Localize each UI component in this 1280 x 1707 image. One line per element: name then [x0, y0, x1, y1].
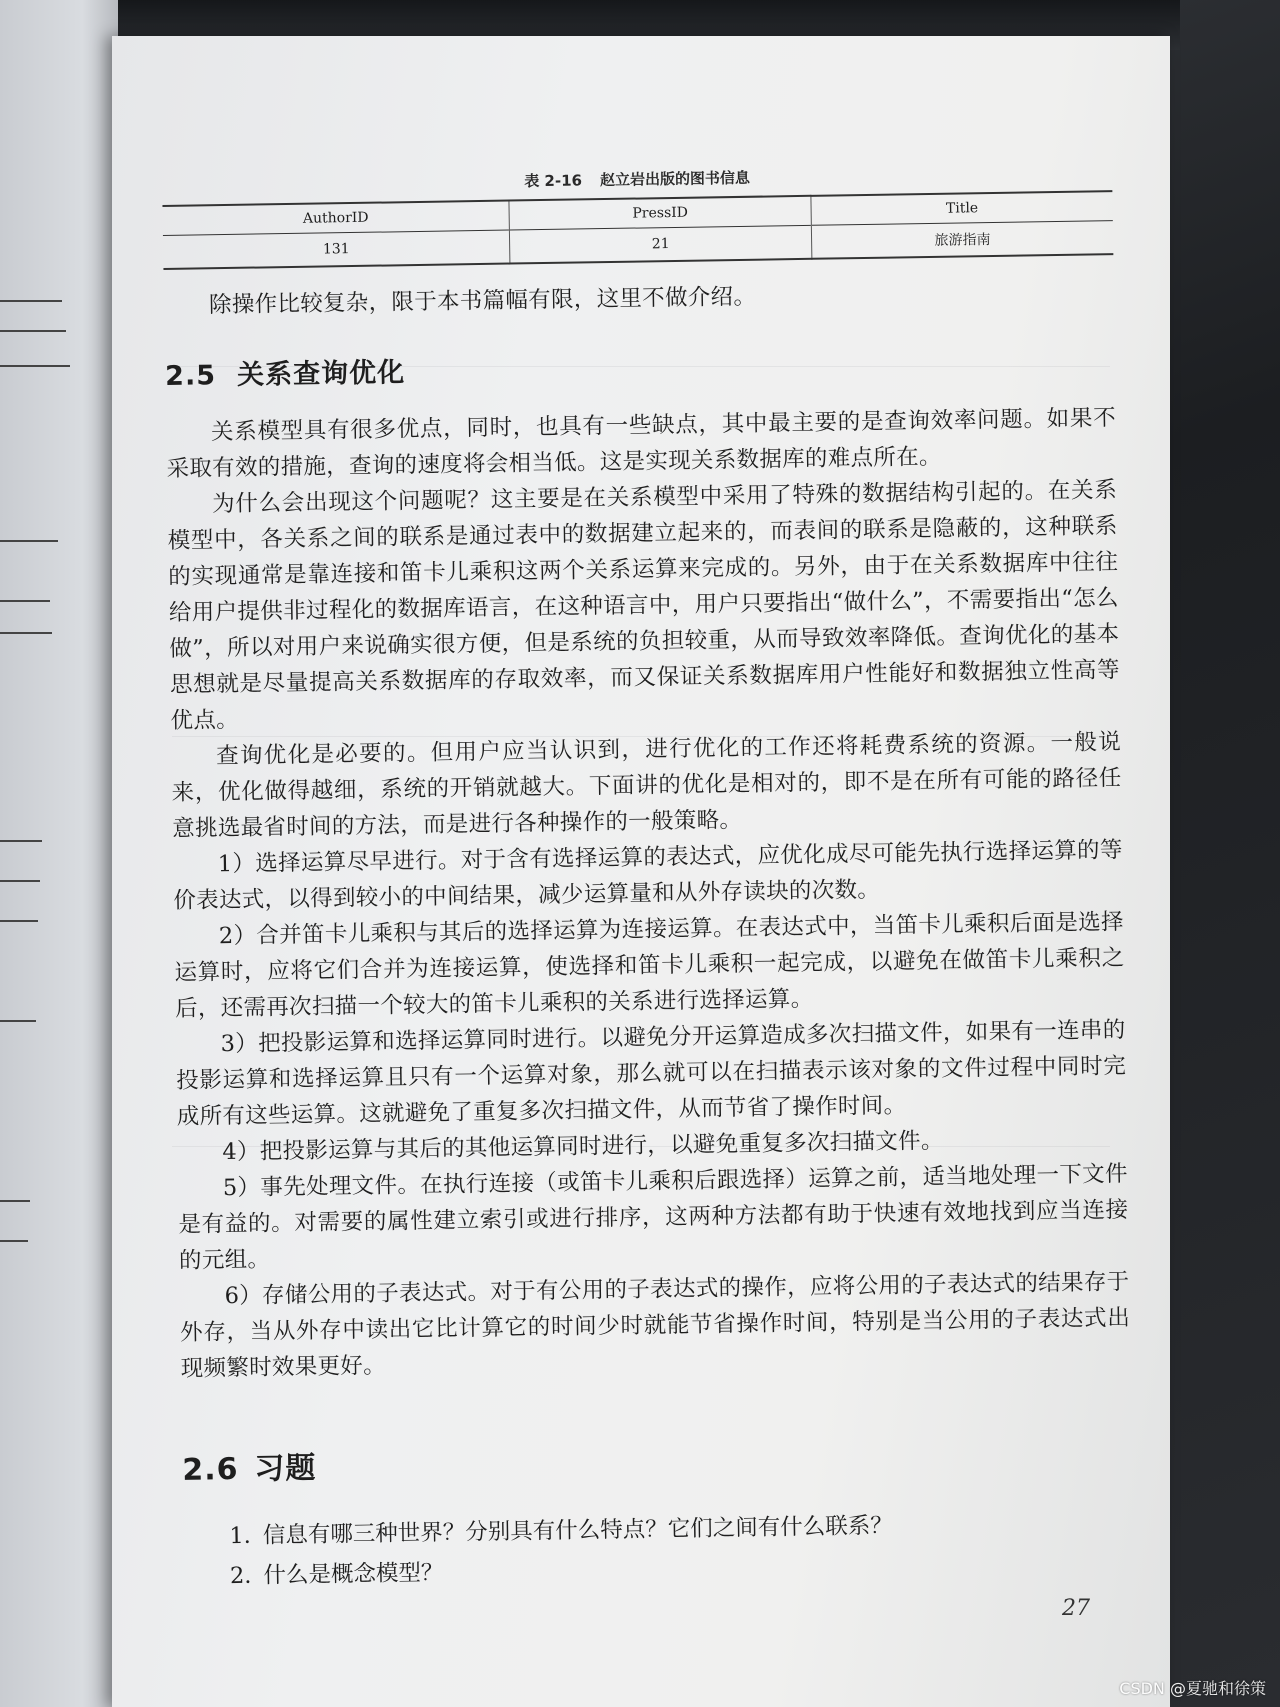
book-page: [112, 36, 1170, 1707]
left-page-rule: [0, 300, 62, 302]
page-number: 27: [1062, 1596, 1090, 1621]
strategy-item: 2）合并笛卡儿乘积与其后的选择运算为连接运算。在表达式中，当笛卡儿乘积后面是选择运算时，应将它们合并为连接运算，使选择和笛卡儿乘积一起完成，以避免在做笛卡儿乘积之后，还需再次扫描一个较大的笛卡儿乘积的关系进行选择运算。: [174, 908, 1125, 1022]
strategy-item: 1）选择运算尽早进行。对于含有选择运算的表达式，应优化成尽可能先执行选择运算的等价表达式，以得到较小的中间结果，减少运算量和从外存读块的次数。: [173, 836, 1123, 914]
exercise-number: 2.: [229, 1562, 252, 1590]
body-paragraph: 查询优化是必要的。但用户应当认识到，进行优化的工作还将耗费系统的资源。一般说来，优化做得越细，系统的开销就越大。下面讲的优化是相对的，即不是在所有可能的路径任意挑选最省时间的方法，而是进行各种操作的一般策略。: [171, 729, 1122, 842]
left-page-rule: [0, 540, 58, 542]
table-cell: 21: [510, 225, 812, 263]
exercises-heading: [182, 1430, 1133, 1489]
left-page-rule: [0, 840, 42, 842]
table-number: 表 2-16: [524, 171, 583, 191]
table-title: 赵立岩出版的图书信息: [599, 168, 751, 190]
left-page-rule: [0, 1240, 28, 1242]
left-page-rule: [0, 365, 70, 367]
continued-paragraph: 除操作比较复杂，限于本书篇幅有限，这里不做介绍。: [208, 283, 757, 319]
section-heading: [165, 339, 1115, 393]
body-paragraph: 为什么会出现这个问题呢？这主要是在关系模型中采用了特殊的数据结构引起的。在关系模型中，各关系之间的联系是通过表中的数据建立起来的，而表间的联系是隐蔽的，这种联系的实现通常是靠连接和笛卡儿乘积这两个关系运算来完成的。另外，由于在关系数据库中往往给用户提供非过程化的数据库语言，在这种语言中，用户只要指出“做什么”，不需要指出“怎么做”，所以对用户来说确实很方便，但是系统的负担较重，从而导致效率降低。查询优化的基本思想就是尽量提高关系数据库的存取效率，而又保证关系数据库用户性能好和数据独立性高等优点。: [167, 477, 1121, 734]
section-number: 2.6: [182, 1451, 239, 1488]
left-page-rule: [0, 920, 38, 922]
section-title: 习题: [254, 1450, 317, 1487]
left-page-rule: [0, 600, 50, 602]
exercise-text: 信息有哪三种世界？分别具有什么特点？它们之间有什么联系？: [262, 1512, 893, 1549]
left-page-rule: [0, 1200, 30, 1202]
body-paragraph: 关系模型具有很多优点，同时，也具有一些缺点，其中最主要的是查询效率问题。如果不采取有效的措施，查询的速度将会相当低。这是实现关系数据库的难点所在。: [166, 405, 1117, 482]
column-header: AuthorID: [302, 209, 369, 227]
table-cell: 131: [322, 241, 350, 258]
left-page-rule: [0, 880, 40, 882]
section-title: 关系查询优化: [236, 357, 406, 391]
exercise-number: 1.: [229, 1522, 252, 1550]
strategy-item: 6）存储公用的子表达式。对于有公用的子表达式的操作，应将公用的子表达式的结果存于外存，当从外存中读出它比计算它的时间少时就能节省操作时间，特别是当公用的子表达式出现频繁时效果更好。: [179, 1268, 1131, 1382]
exercise-list: [183, 1502, 1134, 1597]
left-page-rule: [0, 632, 52, 634]
left-facing-page: [0, 0, 118, 1707]
column-header: PressID: [509, 196, 811, 230]
strategy-item: 5）事先处理文件。在执行连接（或笛卡儿乘积后跟选择）运算之前，适当地处理一下文件是有益的。对需要的属性建立索引或进行排序，这两种方法都有助于快速有效地找到应当连接的元组。: [178, 1160, 1129, 1274]
table-cell: 旅游指南: [811, 221, 1113, 259]
left-page-rule: [0, 1020, 36, 1022]
source-watermark: CSDN @夏驰和徐策: [1119, 1679, 1266, 1698]
author-books-table: [162, 190, 1113, 270]
strategy-item: 4）把投影运算与其后的其他运算同时进行，以避免重复多次扫描文件。: [222, 1127, 944, 1166]
section-number: 2.5: [164, 360, 217, 392]
column-header: Title: [811, 191, 1113, 225]
exercise-text: 什么是概念模型？: [263, 1559, 444, 1589]
left-page-rule: [0, 330, 66, 332]
strategy-item: 3）把投影运算和选择运算同时进行。以避免分开运算造成多次扫描文件，如果有一连串的投影运算和选择运算且只有一个运算对象，那么就可以在扫描表示该对象的文件过程中同时完成所有这些运算。这就避免了重复多次扫描文件，从而节省了操作时间。: [176, 1016, 1127, 1130]
page-content: [162, 161, 1134, 1597]
